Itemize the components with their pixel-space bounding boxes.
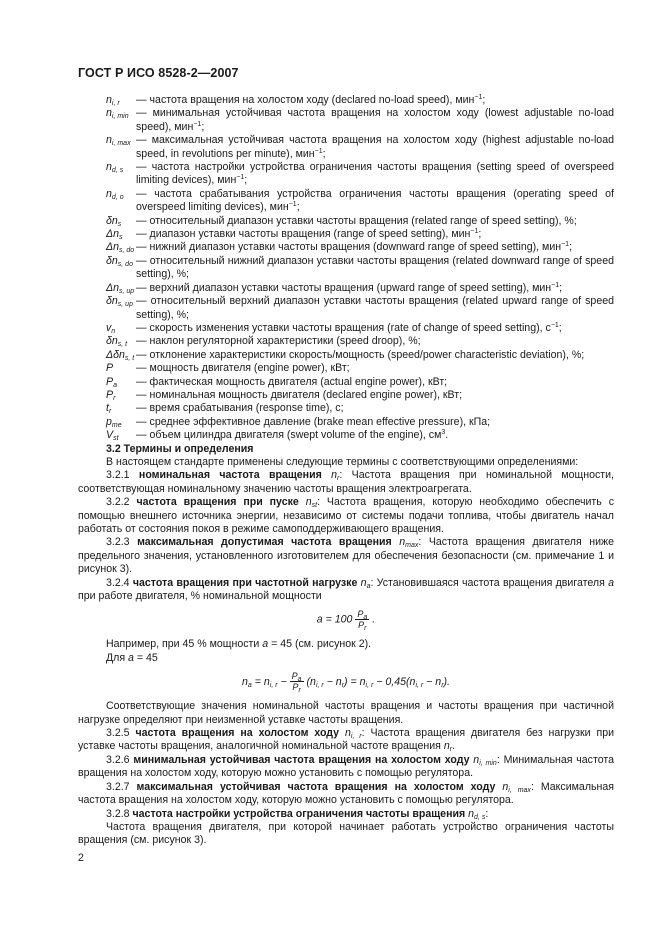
definition-row bbox=[78, 134, 614, 161]
definition-row bbox=[78, 416, 614, 429]
document-body bbox=[78, 94, 614, 848]
definition-text: — скорость изменения уставки частоты вращения (rate of change of speed setting), $с^{-1}$; bbox=[136, 321, 562, 334]
definition-symbol: $\Delta n_{s, up}$ bbox=[106, 281, 135, 295]
definition-row bbox=[78, 161, 614, 188]
paragraph: 3.2.7 максимальная устойчивая частота вращения на холостом ходу $n_{i, max}$: Максимальная частота вращения на холостом ходу, которую можно установить с помощью регулятора. bbox=[78, 780, 615, 807]
definition-text: — фактическая мощность двигателя (actual engine power), кВт; bbox=[136, 375, 448, 388]
definition-text: — относительный нижний диапазон уставки частоты вращения (related downward range of speed setting), %; bbox=[136, 254, 614, 281]
definition-symbol: $\delta n_s$ bbox=[106, 214, 122, 228]
definition-text: — объем цилиндра двигателя (swept volume of the engine), $см^3$. bbox=[136, 429, 449, 442]
paragraph: Для a = 45 bbox=[106, 651, 158, 664]
paragraph: 3.2.5 частота вращения на холостом ходу $n_{i, r}$: Частота вращения двигателя без нагрузки при уставке частоты вращения, аналогичной номинальной частоте вращения $n_r$. bbox=[78, 727, 615, 754]
definition-text: — время срабатывания (response time), с; bbox=[136, 402, 344, 415]
definition-row bbox=[78, 349, 614, 362]
terms-paragraphs bbox=[78, 456, 614, 603]
definition-symbol: $\Delta n_{s, do}$ bbox=[106, 241, 135, 255]
section-title: 3.2 Термины и определения bbox=[106, 442, 254, 455]
paragraph: Например, при 45 % мощности a = 45 (см. рисунок 2). bbox=[106, 638, 372, 651]
definition-symbol: $n_{i, min}$ bbox=[106, 107, 129, 121]
definition-text: — среднее эффективное давление (brake mean effective pressure), кПа; bbox=[136, 415, 491, 428]
definition-text: — номинальная мощность двигателя (declared engine power), кВт; bbox=[136, 388, 463, 401]
definition-symbol: $\delta n_{s, up}$ bbox=[106, 295, 133, 309]
symbol-definitions bbox=[78, 94, 614, 443]
definition-text: — относительный верхний диапазон уставки частоты вращения (related upward range of speed setting), %; bbox=[136, 295, 614, 321]
page-number: 2 bbox=[78, 852, 84, 864]
definition-symbol: P bbox=[106, 362, 114, 375]
definition-symbol: $v_n$ bbox=[106, 321, 116, 335]
definition-row bbox=[78, 335, 614, 348]
definition-symbol: $P_r$ bbox=[106, 388, 116, 402]
definition-symbol: $P_a$ bbox=[106, 375, 117, 389]
definition-symbol: $\delta n_{s, t}$ bbox=[106, 335, 128, 349]
definition-text: — частота настройки устройства ограничения частоты вращения (setting speed of overspeed limiting devices), мин$^{-1}$; bbox=[136, 161, 614, 187]
definition-row bbox=[78, 228, 614, 241]
terms-paragraphs-continued bbox=[78, 700, 614, 847]
definition-text: — верхний диапазон уставки частоты вращения (upward range of speed setting), мин$^{-1}$; bbox=[136, 281, 563, 294]
definition-symbol: $\Delta n_s$ bbox=[106, 228, 123, 242]
definition-row bbox=[78, 215, 614, 228]
definition-text: — частота срабатывания устройства ограничения частоты вращения (operating speed of overspeed limiting devices), мин$^{-1}$; bbox=[136, 187, 614, 214]
definition-row bbox=[78, 241, 614, 254]
definition-text: — частота вращения на холостом ходу (declared no-load speed), мин$^{-1}$; bbox=[136, 94, 486, 106]
paragraph: Соответствующие значения номинальной частоты вращения и частоты вращения при частичной нагрузке определяют при неизменной уставке частоты вращения. bbox=[78, 700, 614, 726]
paragraph: 3.2.1 номинальная частота вращения $n_r$: Частота вращения при номинальной мощности, соответствующая номинальному значению частоты вращения электроагрегата. bbox=[78, 469, 614, 495]
paragraph: Частота вращения двигателя, при которой начинает работать устройство ограничения частоты вращения (см. рисунок 3). bbox=[78, 820, 614, 847]
paragraph: 3.2.3 максимальная допустимая частота вращения $n_{max}$: Частота вращения двигателя ниже предельного значения, установленного изготовителем для обеспечения безопасности (см. примечание 1 и рисунок 3). bbox=[78, 536, 614, 576]
definition-row bbox=[78, 94, 614, 107]
definition-text: — наклон регуляторной характеристики (speed droop), %; bbox=[136, 335, 421, 348]
fraction: $\frac{P_a}{P_r}$ bbox=[291, 671, 302, 695]
definition-text: — нижний диапазон уставки частоты вращения (downward range of speed setting), мин$^{-1}$; bbox=[136, 241, 573, 254]
definition-row bbox=[78, 188, 614, 215]
definition-symbol: $n_{i, max}$ bbox=[106, 134, 131, 148]
fraction: $\frac{P_a}{P_r}$ bbox=[357, 609, 368, 633]
definition-row bbox=[78, 295, 614, 322]
definition-symbol: $\delta n_{s, do}$ bbox=[106, 254, 133, 268]
definition-text: — минимальная устойчивая частота вращения на холостом ходу (lowest adjustable no-load speed), мин$^{-1}$; bbox=[136, 107, 614, 133]
definition-symbol: $n_{d, s}$ bbox=[106, 161, 124, 175]
definition-text: — относительный диапазон уставки частоты вращения (related range of speed setting), %; bbox=[136, 214, 577, 227]
formula-load-ratio: a = 100 $\frac{P_a}{P_r}$ . bbox=[316, 609, 376, 633]
definition-text: — отклонение характеристики скорость/мощность (speed/power characteristic deviation), %; bbox=[136, 348, 585, 361]
example-paragraphs bbox=[78, 638, 614, 665]
definition-row bbox=[78, 255, 614, 282]
document-header: ГОСТ Р ИСО 8528-2—2007 bbox=[78, 66, 239, 80]
definition-symbol: $n_{i, r}$ bbox=[106, 94, 120, 107]
definition-row bbox=[78, 322, 614, 335]
definition-row bbox=[78, 282, 614, 295]
definition-row bbox=[78, 362, 614, 375]
paragraph: 3.2.6 минимальная устойчивая частота вращения на холостом ходу $n_{i, min}$: Минимальная частота вращения на холостом ходу, которую можно установить с помощью регулятора. bbox=[78, 753, 614, 780]
definition-text: — диапазон уставки частоты вращения (range of speed setting), мин$^{-1}$; bbox=[136, 228, 482, 241]
definition-row bbox=[78, 107, 614, 134]
definition-row bbox=[78, 402, 614, 415]
definition-text: — максимальная устойчивая частота вращения на холостом ходу (highest adjustable no-load speed, in revolutions per minute), мин$^{-1}$; bbox=[136, 134, 614, 160]
paragraph: В настоящем стандарте применены следующие термины с соответствующими определениями: bbox=[106, 455, 579, 468]
definition-symbol: $n_{d, o}$ bbox=[106, 187, 124, 201]
definition-row bbox=[78, 429, 614, 442]
paragraph: 3.2.8 частота настройки устройства ограничения частоты вращения $n_{d, s}$: bbox=[106, 807, 489, 821]
formula-partial-load-speed: $n_a = n_{i, r}$ − $\frac{P_a}{P_r}$ $(n_{i, r} - n_r) = n_{i, r} - 0,45(n_{i, r} - n_r)$. bbox=[241, 671, 451, 695]
definition-symbol: $V_{st}$ bbox=[106, 429, 119, 443]
definition-row bbox=[78, 376, 614, 389]
definition-text: — мощность двигателя (engine power), кВт; bbox=[136, 362, 350, 375]
definition-symbol: $t_r$ bbox=[106, 402, 112, 416]
definition-row bbox=[78, 389, 614, 402]
paragraph: 3.2.4 частота вращения при частотной нагрузке $n_a$: Установившаяся частота вращения двигателя a при работе двигателя, % номинальной мощности bbox=[78, 576, 615, 603]
definition-symbol: $p_{me}$ bbox=[106, 415, 122, 429]
paragraph: 3.2.2 частота вращения при пуске $n_{st}$: Частота вращения, которую необходимо обеспечить с помощью внешнего источника энергии, независимо от системы подачи топлива, чтобы двигатель начал работать от состояния покоя в режиме самоподдерживающего вращения. bbox=[78, 496, 614, 535]
definition-symbol: Δδn$_{s, t}$ bbox=[106, 348, 135, 362]
